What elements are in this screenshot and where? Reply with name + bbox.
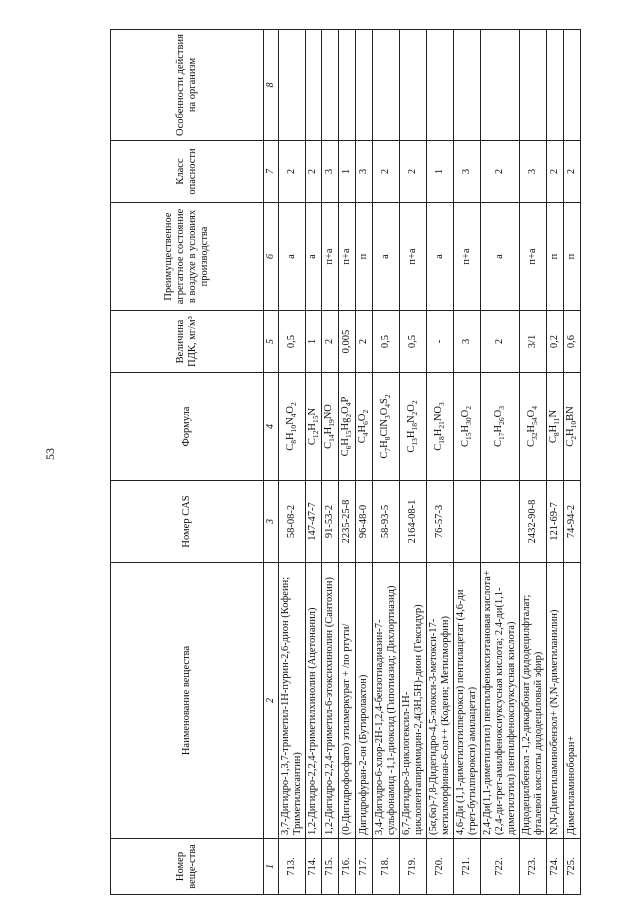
row-number: 718. [372,839,399,895]
hazard-class: 2 [278,141,305,203]
aggregate-state: п+а [453,203,480,311]
action-feature [305,30,322,141]
table-row [278,30,305,895]
hazard-class: 1 [339,141,356,203]
chemical-formula: $C_7H_8ClN_3O_4S_2$ [372,373,399,481]
row-number: 724. [547,839,564,895]
action-feature [399,30,426,141]
chemical-formula: $C_{32}H_{54}O_4$ [520,373,547,481]
substance-name: Диметиламиноборан+ [564,563,581,839]
action-feature [339,30,356,141]
header-cas: Номер CAS [111,481,264,563]
column-number: 1 [264,839,279,895]
hazard-class: 2 [481,141,520,203]
chemical-formula: $C_8H_{11}N$ [547,373,564,481]
table-row [339,30,356,895]
row-number: 715. [322,839,339,895]
rotated-table-container [110,30,640,895]
action-feature [547,30,564,141]
column-number: 8 [264,30,279,141]
pdk-value: 2 [322,311,339,373]
row-number: 713. [278,839,305,895]
hazard-class: 2 [372,141,399,203]
cas-number: 58-08-2 [278,481,305,563]
column-number-row [264,30,279,895]
hazard-class: 2 [547,141,564,203]
chemical-formula: $C_2H_{10}BN$ [564,373,581,481]
row-number: 720. [426,839,453,895]
pdk-value: 2 [481,311,520,373]
page-number: 53 [43,448,57,460]
pdk-value: 0,2 [547,311,564,373]
header-pdk: Величина ПДК, мг/м³ [111,311,264,373]
table-row [453,30,480,895]
hazard-class: 2 [305,141,322,203]
header-formula: Формула [111,373,264,481]
column-number: 6 [264,203,279,311]
action-feature [481,30,520,141]
aggregate-state: п+а [399,203,426,311]
substance-name: (0-Дигидрофосфато) этилмеркурат + /по ртути/ [339,563,356,839]
substance-name: Дигидрофуран-2-он (Бутиролактон) [355,563,372,839]
hazard-class: 1 [426,141,453,203]
substance-name: 1,2-Дигидро-2,2,4-триметилхинолин (Ацетонанил) [305,563,322,839]
aggregate-state: п [547,203,564,311]
pdk-value: 1 [305,311,322,373]
action-feature [322,30,339,141]
row-number: 723. [520,839,547,895]
cas-number: 2164-08-1 [399,481,426,563]
chemical-formula: $C_{17}H_{26}O_3$ [481,373,520,481]
pdk-value: - [426,311,453,373]
chemical-formula: $C_{18}H_{21}NO_3$ [426,373,453,481]
table-row [322,30,339,895]
hazard-class: 2 [564,141,581,203]
aggregate-state: п [355,203,372,311]
chemical-formula: $C_{12}H_{15}N$ [305,373,322,481]
row-number: 722. [481,839,520,895]
cas-number: 121-69-7 [547,481,564,563]
header-state: Преимущественное агрегатное состояние в воздухе в условиях производства [111,203,264,311]
cas-number: 91-53-2 [322,481,339,563]
table-row [520,30,547,895]
chemical-formula: $C_8H_{10}N_4O_2$ [278,373,305,481]
table-body [278,30,580,895]
table-row [564,30,581,895]
pdk-value: 0,5 [399,311,426,373]
row-number: 716. [339,839,356,895]
action-feature [520,30,547,141]
aggregate-state: а [305,203,322,311]
column-number: 2 [264,563,279,839]
hazard-class: 3 [355,141,372,203]
table-row [355,30,372,895]
header-name: Наименование вещества [111,563,264,839]
cas-number: 2235-25-8 [339,481,356,563]
column-number: 5 [264,311,279,373]
action-feature [564,30,581,141]
header-number: Номер веще-ства [111,839,264,895]
cas-number: 147-47-7 [305,481,322,563]
table-row [372,30,399,895]
cas-number [453,481,480,563]
hazard-class: 2 [399,141,426,203]
substance-name: (5α,6α)-7,8-Дидегидро-4,5-эпокси-3-метокси-17-метилморфинан-6-ол++ (Кодеин; Метилморфин) [426,563,453,839]
column-number: 7 [264,141,279,203]
row-number: 714. [305,839,322,895]
aggregate-state: а [372,203,399,311]
chemical-formula: $C_{14}H_{19}NO$ [322,373,339,481]
aggregate-state: п+а [339,203,356,311]
cas-number: 2432-90-8 [520,481,547,563]
substance-name: N,N-Диметиламинобензол+ (N,N-диметиланилин) [547,563,564,839]
aggregate-state: п+а [322,203,339,311]
substance-name: Дидодецилбензол -1,2-дикарбонат (дидодецилфталат; фталевой кислоты дидодециловый эфир) [520,563,547,839]
chemical-formula: $C_{13}H_{18}N_2O_2$ [399,373,426,481]
chemical-formula: $C_4H_6O_2$ [355,373,372,481]
pdk-value: 0,5 [372,311,399,373]
hazard-class: 3 [322,141,339,203]
cas-number: 96-48-0 [355,481,372,563]
table-row [399,30,426,895]
cas-number [481,481,520,563]
chemical-formula: $C_6H_{15}Hg_2O_4P$ [339,373,356,481]
cas-number: 76-57-3 [426,481,453,563]
action-feature [355,30,372,141]
aggregate-state: а [278,203,305,311]
column-number: 4 [264,373,279,481]
aggregate-state: п [564,203,581,311]
row-number: 721. [453,839,480,895]
hazard-class: 3 [520,141,547,203]
cas-number: 58-93-5 [372,481,399,563]
pdk-value: 0,6 [564,311,581,373]
table-row [481,30,520,895]
chemical-formula: $C_{15}H_{30}O_2$ [453,373,480,481]
pdk-value: 3 [453,311,480,373]
action-feature [278,30,305,141]
row-number: 725. [564,839,581,895]
hazard-class: 3 [453,141,480,203]
action-feature [453,30,480,141]
cas-number: 74-94-2 [564,481,581,563]
pdk-value: 3/1 [520,311,547,373]
column-number: 3 [264,481,279,563]
header-class: Класс опасности [111,141,264,203]
table-row [426,30,453,895]
substances-table [110,29,581,895]
header-feature: Особенности действия на организм [111,30,264,141]
row-number: 719. [399,839,426,895]
action-feature [372,30,399,141]
pdk-value: 0,005 [339,311,356,373]
action-feature [426,30,453,141]
aggregate-state: п+а [520,203,547,311]
table-header-row [111,30,264,895]
pdk-value: 0,5 [278,311,305,373]
substance-name: 4,6-Ди (1,1-диметилэтилперокси) пентилацетат (4,6-ди (трет-бутилперокси) амилацетат) [453,563,480,839]
substance-name: 2,4-Ди(1,1-диметилэтил) пентилфеноксиэтановая кислота+ (2,4-ди-трет-амилфеноксиуксусная кислота; 2,4-ди(1,1-диметилэтил) пентилфеноксиуксусная кислота) [481,563,520,839]
aggregate-state: а [481,203,520,311]
substance-name: 3,4-Дигидро-6-хлор-2Н-1,2,4-бензотиадиазин-7-сульфонамид -1,1-диоксид (Гипотиазид; Дихлортиазид) [372,563,399,839]
substance-name: 1,2-Дигидро-2,2,4-триметил-6-этоксихинолин (Сантохин) [322,563,339,839]
table-row [547,30,564,895]
table-row [305,30,322,895]
substance-name: 6,7-Дигидро-3-циклогексил-1Н- циклопентапиримидин-2,4(3Н,5Н)-дион (Гексидур) [399,563,426,839]
pdk-value: 2 [355,311,372,373]
substance-name: 3,7-Дигидро-1,3,7-триметил-1Н-пурин-2,6-дион (Кофеин; Триметилксантин) [278,563,305,839]
aggregate-state: а [426,203,453,311]
row-number: 717. [355,839,372,895]
